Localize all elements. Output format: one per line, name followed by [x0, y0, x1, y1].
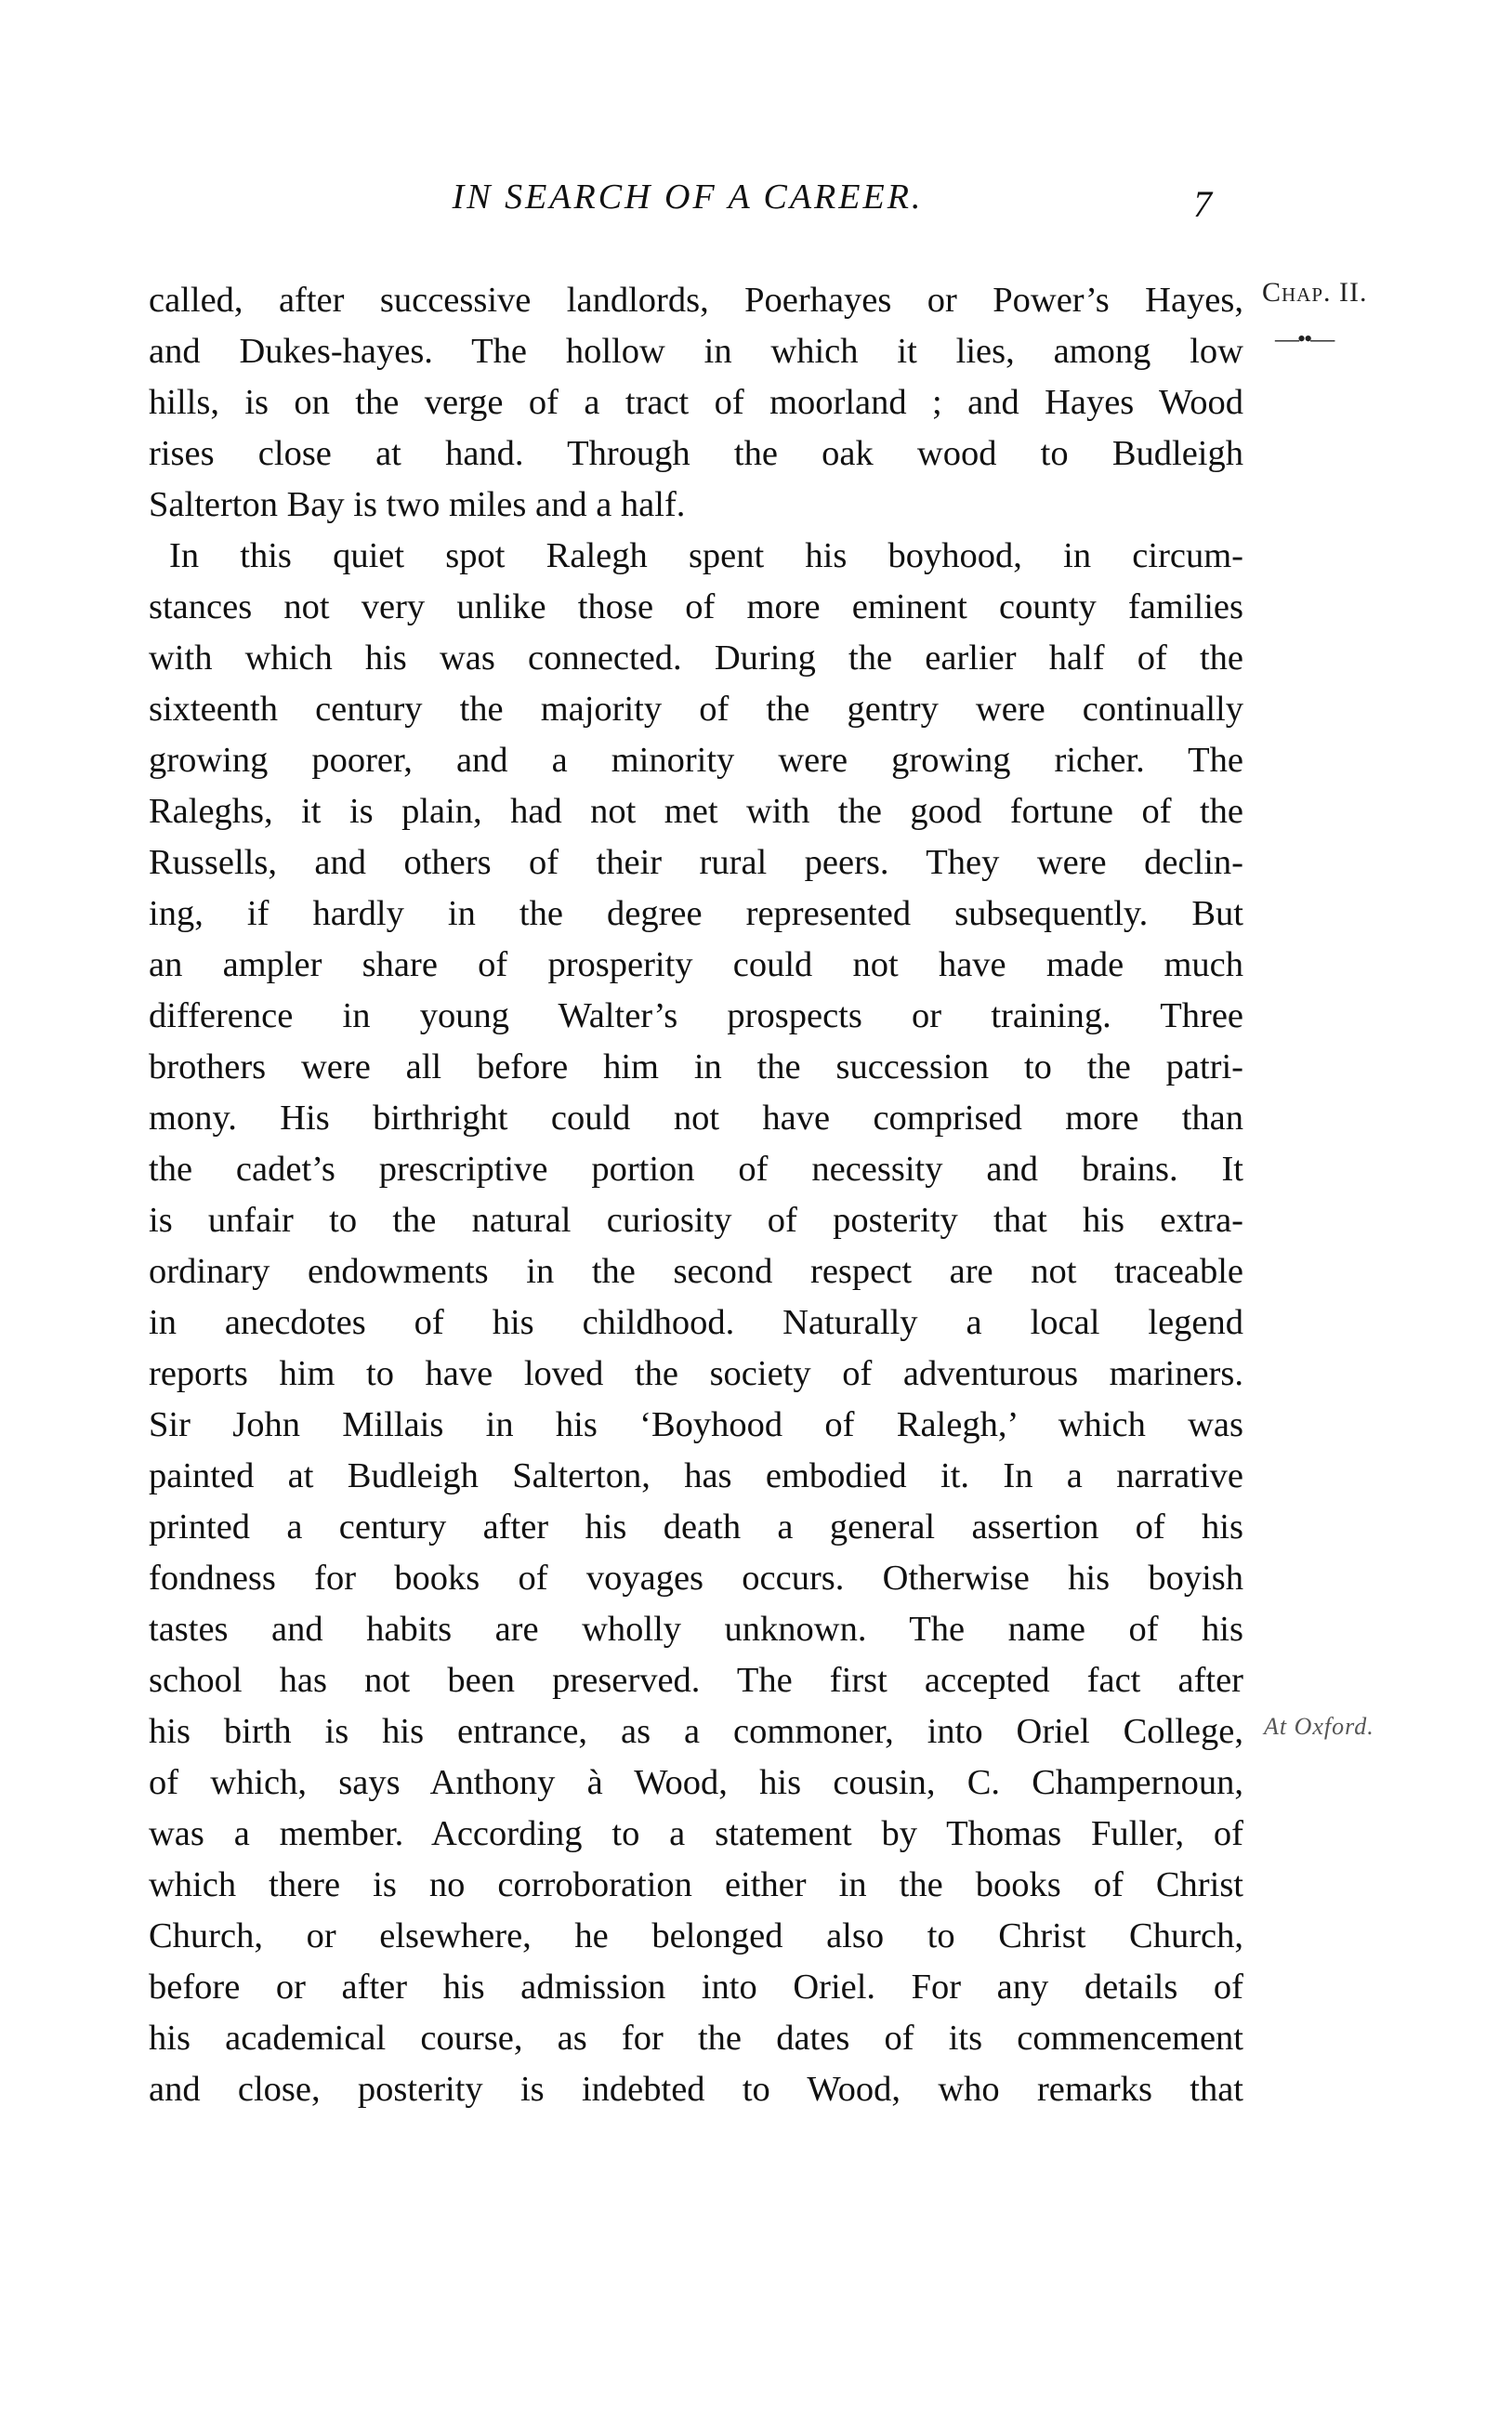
text-line: before or after his admission into Oriel. For any details of	[149, 1968, 1243, 2007]
text-line: Russells, and others of their rural peers. They were declin-	[149, 843, 1243, 882]
text-line: in anecdotes of his childhood. Naturally a local legend	[149, 1303, 1243, 1342]
text-line: hills, is on the verge of a tract of moorland ; and Hayes Wood	[149, 383, 1243, 422]
text-line: printed a century after his death a general assertion of his	[149, 1507, 1243, 1547]
text-line: Salterton Bay is two miles and a half.	[149, 485, 686, 524]
text-line: of which, says Anthony à Wood, his cousin, C. Champernoun,	[149, 1763, 1243, 1802]
text-line: Sir John Millais in his ‘Boyhood of Ralegh,’ which was	[149, 1405, 1243, 1444]
text-line: and Dukes-hayes. The hollow in which it lies, among low	[149, 332, 1243, 371]
chapter-margin-note: Chap. II.	[1262, 277, 1368, 308]
text-line: difference in young Walter’s prospects or training. Three	[149, 996, 1243, 1035]
text-line: which there is no corroboration either in the books of Christ	[149, 1865, 1243, 1904]
text-line: ordinary endowments in the second respect are not traceable	[149, 1252, 1243, 1291]
text-line: stances not very unlike those of more eminent county families	[149, 587, 1243, 626]
text-line: In this quiet spot Ralegh spent his boyhood, in circum-	[169, 536, 1243, 575]
text-line: brothers were all before him in the succession to the patri-	[149, 1047, 1243, 1086]
text-line: is unfair to the natural curiosity of posterity that his extra-	[149, 1201, 1243, 1240]
text-line: called, after successive landlords, Poerhayes or Power’s Hayes,	[149, 281, 1243, 320]
page-number: 7	[1193, 183, 1212, 225]
ornament-divider-icon: —••—	[1275, 325, 1334, 352]
text-line: the cadet’s prescriptive portion of necessity and brains. It	[149, 1150, 1243, 1189]
at-oxford-margin-note: At Oxford.	[1264, 1713, 1374, 1740]
text-line: school has not been preserved. The first accepted fact after	[149, 1661, 1243, 1700]
text-line: Church, or elsewhere, he belonged also to Christ Church,	[149, 1916, 1243, 1955]
text-line: tastes and habits are wholly unknown. The name of his	[149, 1610, 1243, 1649]
text-line: was a member. According to a statement by Thomas Fuller, of	[149, 1814, 1243, 1853]
text-line: sixteenth century the majority of the gentry were continually	[149, 690, 1243, 729]
body-text	[149, 275, 1243, 2115]
text-line: painted at Budleigh Salterton, has embodied it. In a narrative	[149, 1456, 1243, 1495]
text-line: ing, if hardly in the degree represented subsequently. But	[149, 894, 1243, 933]
running-title: IN SEARCH OF A CAREER.	[452, 178, 924, 217]
text-line: growing poorer, and a minority were growing richer. The	[149, 741, 1243, 780]
text-line: his birth is his entrance, as a commoner, into Oriel College,	[149, 1712, 1243, 1751]
text-line: reports him to have loved the society of adventurous mariners.	[149, 1354, 1243, 1393]
text-line: mony. His birthright could not have comprised more than	[149, 1099, 1243, 1138]
text-line: rises close at hand. Through the oak wood to Budleigh	[149, 434, 1243, 473]
text-line: Raleghs, it is plain, had not met with the good fortune of the	[149, 792, 1243, 831]
text-line: and close, posterity is indebted to Wood, who remarks that	[149, 2070, 1243, 2109]
text-line: an ampler share of prosperity could not have made much	[149, 945, 1243, 984]
text-line: fondness for books of voyages occurs. Otherwise his boyish	[149, 1559, 1243, 1598]
text-line: his academical course, as for the dates of its commencement	[149, 2019, 1243, 2058]
text-line: with which his was connected. During the earlier half of the	[149, 638, 1243, 678]
page-header	[0, 177, 1512, 232]
